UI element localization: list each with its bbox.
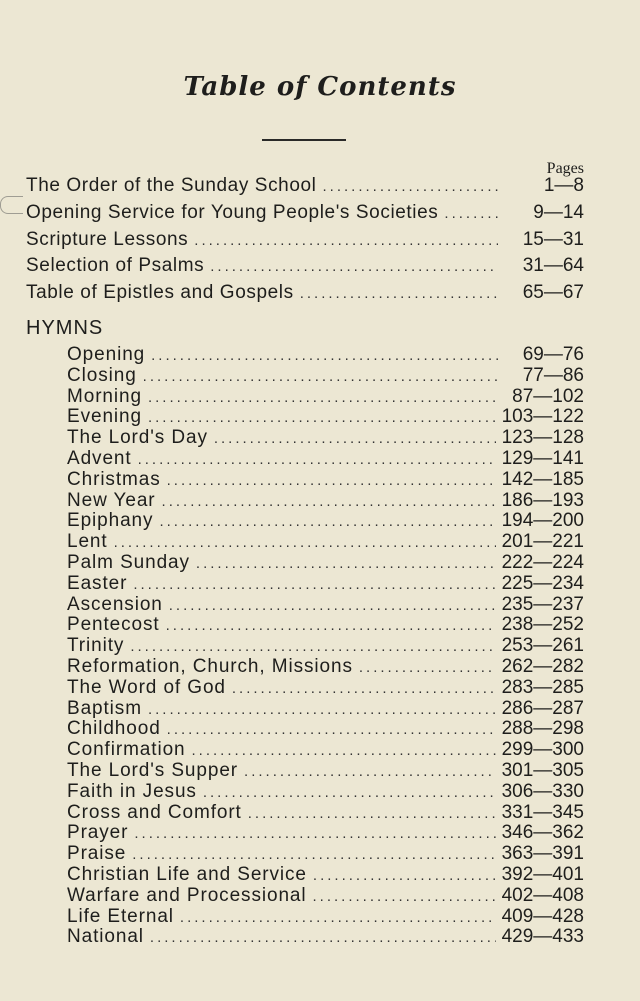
hymn-entry (67, 490, 584, 512)
dot-leader (323, 178, 499, 195)
dot-leader (130, 636, 495, 657)
hymn-entry-pages: 429—433 (501, 926, 584, 948)
hymn-entry-pages: 363—391 (501, 843, 584, 865)
hymn-entry-pages: 346—362 (501, 822, 584, 844)
dot-leader (196, 553, 496, 574)
hymn-entry-pages: 238—252 (501, 614, 584, 636)
hymn-entry-pages: 409—428 (501, 905, 584, 927)
dot-leader (194, 232, 498, 249)
hymn-entry (67, 843, 584, 865)
dot-leader (138, 449, 496, 470)
hymn-entry (67, 781, 584, 803)
hymn-entry-pages: 306—330 (501, 780, 584, 802)
hymn-entry-label: Warfare and Processional (67, 884, 307, 906)
hymn-entry-label: Palm Sunday (67, 552, 190, 573)
hymn-entry-pages: 253—261 (501, 635, 584, 657)
dot-leader (180, 907, 496, 928)
hymn-entry-label: Ascension (67, 593, 163, 615)
dot-leader (148, 699, 496, 720)
hymn-entry-pages: 286—287 (501, 697, 584, 719)
hymn-entry-label: Opening (67, 344, 146, 365)
hymn-entry-label: Faith in Jesus (67, 780, 197, 802)
hymn-entry (67, 365, 584, 387)
toc-entry (26, 255, 584, 277)
hymn-entry-pages: 194—200 (501, 510, 584, 532)
hymn-entry (67, 885, 584, 907)
hymn-entry-label: Baptism (67, 697, 142, 719)
dot-leader (134, 823, 495, 844)
toc-entry-label: Opening Service for Young People's Societies (26, 202, 439, 223)
hymn-entry (67, 635, 584, 657)
hymn-entry-label: Confirmation (67, 739, 186, 761)
hymn-entry (67, 406, 584, 428)
hymn-entry-label: Closing (67, 364, 137, 386)
hymn-entry-label: Advent (67, 448, 132, 469)
dot-leader (313, 886, 496, 907)
hymn-entry-label: Prayer (67, 822, 129, 844)
hymn-entry-pages: 142—185 (501, 468, 584, 490)
dot-leader (192, 740, 496, 761)
hymn-entry (67, 448, 584, 470)
dot-leader (151, 345, 498, 366)
hymn-entry-pages: 402—408 (501, 884, 584, 906)
toc-entry (26, 282, 584, 304)
hymn-entry-pages: 77—86 (522, 364, 584, 386)
dot-leader (162, 491, 496, 512)
toc-entry-label: Scripture Lessons (26, 229, 189, 250)
toc-entry-pages: 15—31 (522, 229, 584, 250)
hymn-entry-pages: 299—300 (501, 739, 584, 761)
hymn-entry-label: Praise (67, 843, 127, 865)
hymn-entry-label: Cross and Comfort (67, 801, 242, 823)
hymn-entry (67, 802, 584, 824)
dot-leader (169, 595, 496, 616)
hymn-entry-pages: 225—234 (501, 572, 584, 594)
dot-leader (232, 678, 496, 699)
dot-leader (300, 285, 498, 302)
dot-leader (132, 844, 495, 865)
hymn-entry-pages: 186—193 (501, 489, 584, 511)
dot-leader (359, 657, 496, 678)
dot-leader (214, 428, 496, 449)
hymn-entry-label: Lent (67, 531, 108, 553)
dot-leader (313, 865, 496, 886)
hymn-entry-label: The Word of God (67, 676, 226, 698)
hymn-entry (67, 344, 584, 366)
toc-entry-label: Selection of Psalms (26, 255, 205, 276)
hymn-entry (67, 718, 584, 740)
hymn-entry (67, 531, 584, 553)
hymn-entry-label: Epiphany (67, 510, 154, 532)
dot-leader (148, 407, 496, 428)
dot-leader (244, 761, 496, 782)
hymn-entry (67, 822, 584, 844)
hymn-entry-pages: 331—345 (501, 801, 584, 823)
hymn-entry (67, 656, 584, 678)
hymn-entry (67, 614, 584, 636)
hymn-entry (67, 573, 584, 595)
hymn-entry-pages: 123—128 (501, 427, 584, 449)
title-divider (262, 139, 346, 141)
dot-leader (444, 205, 498, 222)
margin-bracket-mark (0, 196, 23, 214)
hymn-entry (67, 698, 584, 720)
hymn-entry-label: Easter (67, 572, 128, 594)
hymn-entry-label: Childhood (67, 718, 161, 740)
hymn-entry (67, 427, 584, 449)
hymn-entry-pages: 69—76 (522, 344, 584, 365)
pages-column-header: Pages (546, 160, 584, 177)
hymn-entry-label: Pentecost (67, 614, 160, 636)
hymn-entry (67, 926, 584, 948)
hymn-entry-label: Morning (67, 385, 142, 407)
toc-entry-label: Table of Epistles and Gospels (26, 282, 294, 303)
hymn-entry (67, 594, 584, 616)
toc-entry-pages: 65—67 (522, 282, 584, 303)
hymn-entry-label: Reformation, Church, Missions (67, 656, 353, 677)
hymn-entry-label: Evening (67, 406, 142, 428)
toc-entry (26, 229, 584, 251)
hymn-entry-label: National (67, 926, 144, 948)
dot-leader (159, 511, 495, 532)
hymns-heading: HYMNS (26, 317, 104, 339)
page-title: Table of Contents (183, 72, 457, 102)
hymn-entry-pages: 235—237 (501, 593, 584, 615)
toc-entry-pages: 31—64 (522, 255, 584, 276)
hymn-entry-pages: 262—282 (501, 656, 584, 677)
dot-leader (114, 532, 496, 553)
toc-entry (26, 175, 584, 197)
hymn-entry-pages: 392—401 (501, 864, 584, 885)
hymn-entry (67, 864, 584, 886)
dot-leader (133, 574, 495, 595)
hymn-entry (67, 739, 584, 761)
hymn-entry-pages: 222—224 (501, 552, 584, 573)
toc-entry-label: The Order of the Sunday School (26, 175, 317, 196)
hymn-entry (67, 906, 584, 928)
dot-leader (248, 803, 496, 824)
dot-leader (166, 615, 496, 636)
hymn-entry-label: Trinity (67, 635, 125, 657)
dot-leader (167, 470, 496, 491)
toc-entry-pages: 1—8 (543, 175, 584, 196)
dot-leader (210, 258, 498, 275)
dot-leader (150, 927, 496, 948)
hymn-entry-pages: 283—285 (501, 676, 584, 698)
hymn-entry (67, 760, 584, 782)
hymn-entry (67, 469, 584, 491)
hymn-entry-pages: 288—298 (501, 718, 584, 740)
dot-leader (167, 719, 496, 740)
hymn-entry (67, 386, 584, 408)
dot-leader (203, 782, 496, 803)
hymn-entry-pages: 87—102 (512, 385, 584, 407)
hymn-entry-pages: 129—141 (501, 448, 584, 469)
hymn-entry (67, 510, 584, 532)
hymn-entry-label: New Year (67, 489, 156, 511)
toc-entry (26, 202, 584, 224)
toc-entry-pages: 9—14 (533, 202, 584, 223)
hymn-entry-label: The Lord's Day (67, 427, 208, 449)
hymn-entry (67, 677, 584, 699)
hymn-entry-pages: 103—122 (501, 406, 584, 428)
dot-leader (148, 387, 498, 408)
hymn-entry-label: Life Eternal (67, 905, 174, 927)
hymn-entry-label: The Lord's Supper (67, 760, 239, 781)
hymn-entry-pages: 301—305 (501, 760, 584, 781)
hymn-entry (67, 552, 584, 574)
hymn-entry-pages: 201—221 (501, 531, 584, 553)
hymn-entry-label: Christmas (67, 468, 161, 490)
dot-leader (143, 366, 498, 387)
hymn-entry-label: Christian Life and Service (67, 864, 307, 885)
